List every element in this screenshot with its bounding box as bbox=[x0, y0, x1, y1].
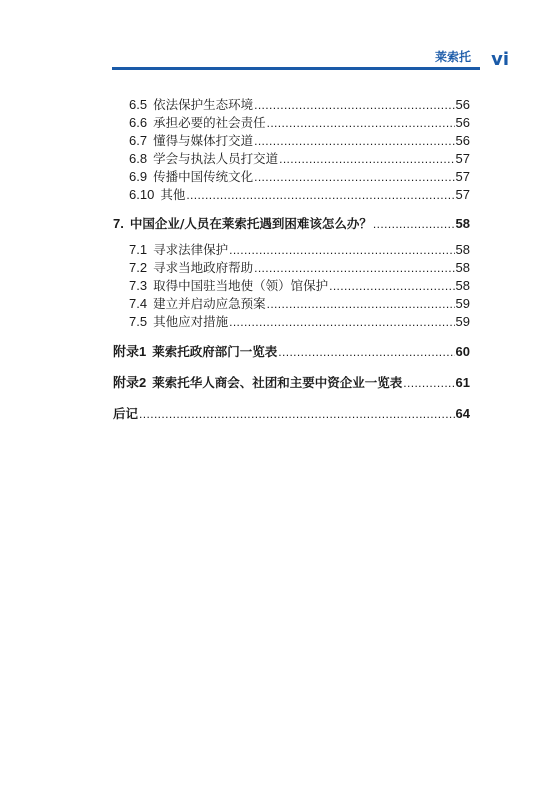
toc-entry[interactable] bbox=[129, 242, 470, 258]
toc-entry-page: 59 bbox=[455, 314, 470, 329]
toc-entry-page: 61 bbox=[455, 375, 470, 390]
toc-entry-number: 7.4 bbox=[129, 296, 148, 311]
toc-entry-title: 承担必要的社会责任 bbox=[153, 115, 266, 130]
dot-leader bbox=[139, 406, 455, 422]
dot-leader bbox=[267, 296, 455, 312]
toc-entry-page: 56 bbox=[455, 97, 470, 112]
toc-entry-number: 6.9 bbox=[129, 169, 148, 184]
toc-entry-number: 6.6 bbox=[129, 115, 148, 130]
toc-entry[interactable] bbox=[129, 314, 470, 330]
toc-entry[interactable] bbox=[129, 187, 470, 203]
toc-entry[interactable] bbox=[129, 260, 470, 276]
toc-entry-title: 后记 bbox=[113, 406, 139, 421]
dot-leader bbox=[329, 278, 454, 294]
dot-leader bbox=[229, 242, 454, 258]
toc-entry-title: 中国企业/人员在莱索托遇到困难该怎么办？ bbox=[129, 216, 372, 231]
toc-entry-number: 7.3 bbox=[129, 278, 148, 293]
dot-leader bbox=[403, 375, 454, 391]
dot-leader bbox=[254, 260, 454, 276]
toc-entry-title: 取得中国驻当地使（领）馆保护 bbox=[153, 278, 329, 293]
toc-entry-number: 7.5 bbox=[129, 314, 148, 329]
toc-entry-number: 6.10 bbox=[129, 187, 155, 202]
toc-entry-page: 56 bbox=[455, 115, 470, 130]
toc-entry-number: 6.8 bbox=[129, 151, 148, 166]
toc-entry-number: 6.7 bbox=[129, 133, 148, 148]
toc-chapter-entry[interactable] bbox=[113, 216, 470, 232]
toc-entry-title: 莱索托华人商会、社团和主要中资企业一览表 bbox=[152, 375, 403, 390]
toc-entry-title: 懂得与媒体打交道 bbox=[153, 133, 254, 148]
toc-entry[interactable] bbox=[129, 97, 470, 113]
toc-entry-page: 57 bbox=[455, 187, 470, 202]
toc-appendix-entry[interactable] bbox=[113, 344, 470, 360]
toc-entry-title: 其他 bbox=[160, 187, 186, 202]
toc-entry-title: 传播中国传统文化 bbox=[153, 169, 254, 184]
toc-entry[interactable] bbox=[129, 296, 470, 312]
toc-entry[interactable] bbox=[129, 133, 470, 149]
dot-leader bbox=[254, 133, 454, 149]
toc-entry-page: 64 bbox=[455, 406, 470, 421]
dot-leader bbox=[267, 115, 455, 131]
toc-entry-number: 7.2 bbox=[129, 260, 148, 275]
toc-entry-page: 58 bbox=[455, 242, 470, 257]
toc-entry-title: 莱索托政府部门一览表 bbox=[152, 344, 278, 359]
page-number: vi bbox=[491, 49, 509, 70]
dot-leader bbox=[254, 97, 454, 113]
toc-entry-page: 58 bbox=[455, 260, 470, 275]
toc-entry-number: 附录1 bbox=[113, 344, 147, 359]
dot-leader bbox=[278, 344, 454, 360]
toc-entry[interactable] bbox=[129, 151, 470, 167]
toc-entry-page: 60 bbox=[455, 344, 470, 359]
toc-entry-page: 59 bbox=[455, 296, 470, 311]
toc-entry[interactable] bbox=[129, 115, 470, 131]
running-header-title: 莱索托 bbox=[434, 50, 471, 64]
toc-entry-page: 57 bbox=[455, 169, 470, 184]
toc-afterword-entry[interactable] bbox=[113, 406, 470, 422]
toc-entry-title: 寻求法律保护 bbox=[153, 242, 229, 257]
dot-leader bbox=[279, 151, 454, 167]
toc-entry-title: 建立并启动应急预案 bbox=[153, 296, 266, 311]
toc-entry-page: 58 bbox=[455, 216, 470, 231]
dot-leader bbox=[373, 216, 455, 232]
toc-entry-title: 依法保护生态环境 bbox=[153, 97, 254, 112]
toc-entry-page: 58 bbox=[455, 278, 470, 293]
toc-appendix-entry[interactable] bbox=[113, 375, 470, 391]
toc-entry-page: 57 bbox=[455, 151, 470, 166]
dot-leader bbox=[186, 187, 454, 203]
dot-leader bbox=[254, 169, 454, 185]
toc-entry[interactable] bbox=[129, 169, 470, 185]
toc-entry-number: 7.1 bbox=[129, 242, 148, 257]
toc-entry-page: 56 bbox=[455, 133, 470, 148]
toc-entry-title: 学会与执法人员打交道 bbox=[153, 151, 279, 166]
toc-entry-title: 寻求当地政府帮助 bbox=[153, 260, 254, 275]
toc-entry-number: 附录2 bbox=[113, 375, 147, 390]
dot-leader bbox=[229, 314, 454, 330]
toc-entry-number: 6.5 bbox=[129, 97, 148, 112]
toc-entry-number: 7. bbox=[113, 216, 124, 231]
toc-entry-title: 其他应对措施 bbox=[153, 314, 229, 329]
toc-entry[interactable] bbox=[129, 278, 470, 294]
